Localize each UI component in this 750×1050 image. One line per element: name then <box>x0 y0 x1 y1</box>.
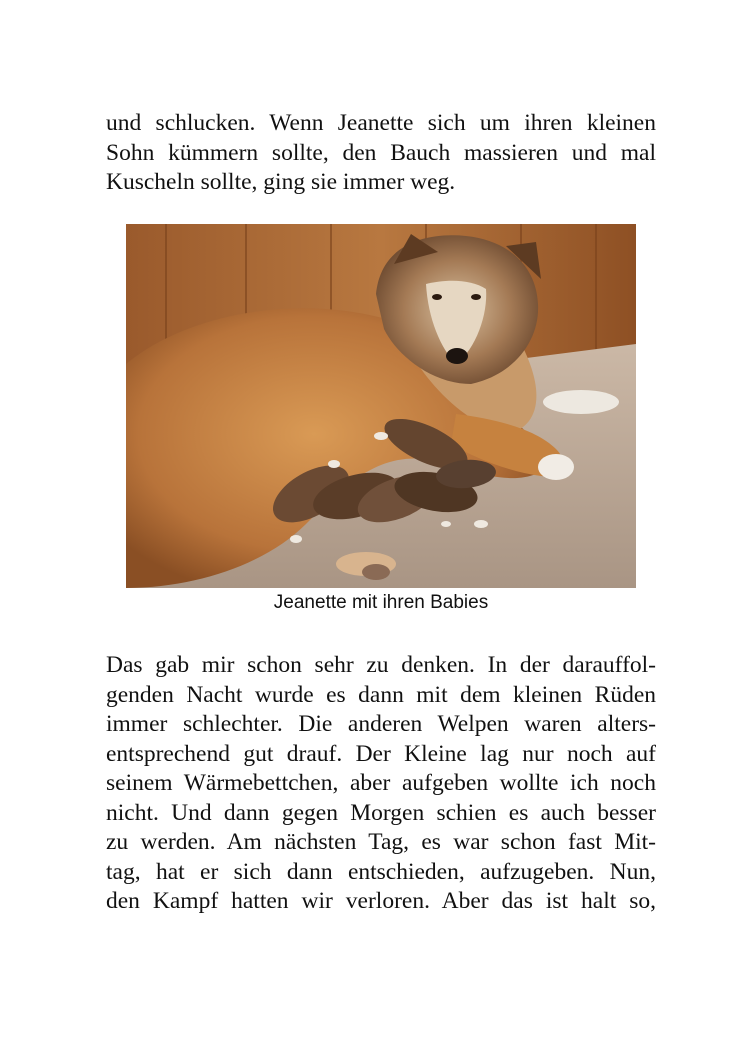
paragraph-1 <box>106 109 656 198</box>
text-line: Kuscheln sollte, ging sie immer weg. <box>106 169 456 195</box>
text-line: nicht. Und dann gegen Morgen schien es auch besser <box>106 799 656 826</box>
text-line: genden Nacht wurde es dann mit dem kleinen Rüden <box>106 681 656 708</box>
paragraph-2 <box>106 651 656 917</box>
text-line: immer schlechter. Die anderen Welpen waren alters- <box>106 711 656 737</box>
dog-with-puppies-photo <box>126 224 636 588</box>
text-line: Das gab mir schon sehr zu denken. In der darauffol- <box>106 652 656 678</box>
text-line: den Kampf hatten wir verloren. Aber das ist halt so, <box>106 888 656 914</box>
text-line: zu werden. Am nächsten Tag, es war schon fast Mit- <box>106 829 656 855</box>
text-line: entsprechend gut drauf. Der Kleine lag nur noch auf <box>106 740 656 767</box>
text-line: seinem Wärmebettchen, aber aufgeben wollte ich noch <box>106 770 656 796</box>
text-line: Sohn kümmern sollte, den Bauch massieren und mal <box>106 139 656 166</box>
text-line: und schlucken. Wenn Jeanette sich um ihren kleinen <box>106 110 656 136</box>
text-line: tag, hat er sich dann entschieden, aufzugeben. Nun, <box>106 858 656 885</box>
photo-caption: Jeanette mit ihren Babies <box>273 592 489 613</box>
